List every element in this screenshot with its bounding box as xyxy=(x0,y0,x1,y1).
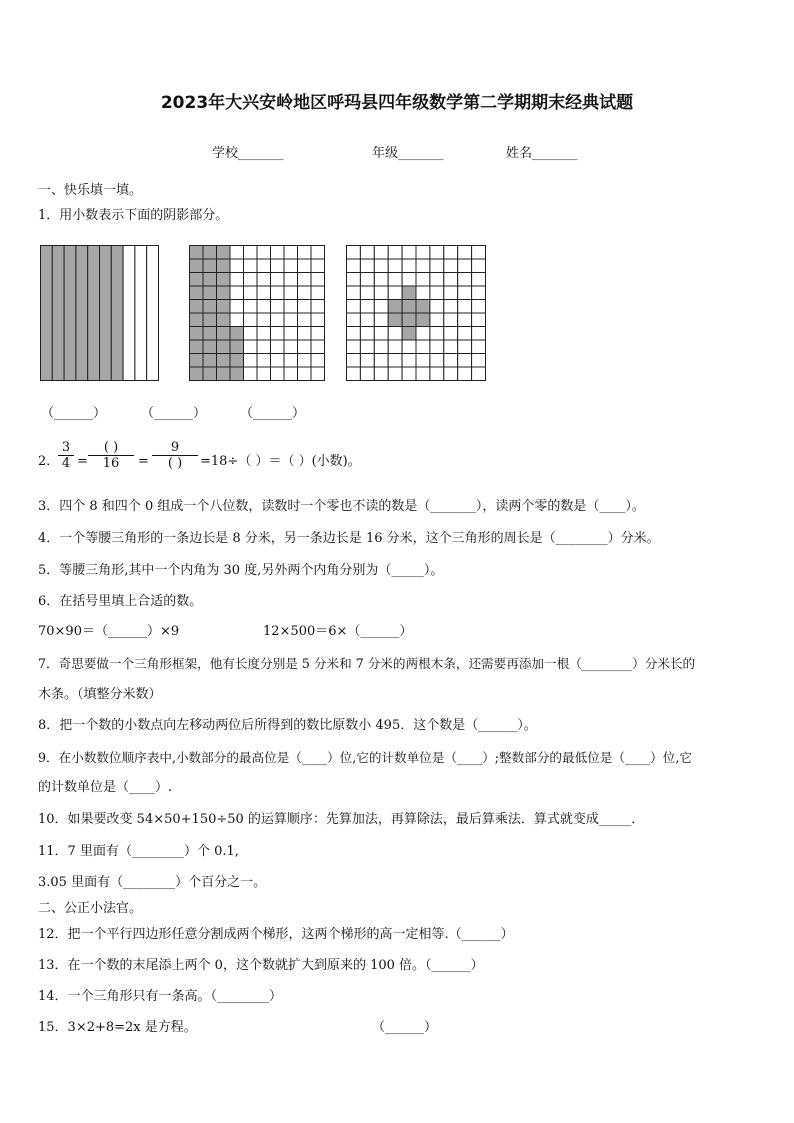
question-3: 3．四个 8 和四个 0 组成一个八位数，读数时一个零也不读的数是（_______），读两个零的数是（____）。 xyxy=(38,499,645,514)
question-9-line1: 9．在小数数位顺序表中,小数部分的最高位是（____）位,它的计数单位是（____）;整数部分的最低位是（____）位,它 xyxy=(38,750,692,765)
grid-cell xyxy=(416,259,430,273)
grid-cell xyxy=(230,259,244,273)
grid-cell xyxy=(444,246,458,260)
grid-cell xyxy=(190,286,204,300)
grid-cell xyxy=(458,273,472,287)
question-1: 1．用小数表示下面的阴影部分。 xyxy=(38,208,229,223)
fraction-3-4: $\frac{3}{4}$ xyxy=(58,440,74,471)
grid-cell xyxy=(416,273,430,287)
grid-cell xyxy=(311,273,325,287)
grid-cell xyxy=(311,354,325,368)
grid-cell xyxy=(244,286,258,300)
strip-cell xyxy=(52,246,64,381)
grid-cell xyxy=(190,259,204,273)
grid-cell xyxy=(388,313,402,327)
grid-cell xyxy=(430,313,444,327)
grid-cell xyxy=(217,259,231,273)
question-2-tail: =18÷（ ）＝（ ）(小数)。 xyxy=(200,454,361,469)
grid-cell xyxy=(430,367,444,381)
question-2-number: 2． xyxy=(38,454,60,469)
grid-cell xyxy=(311,327,325,341)
grid-cell xyxy=(402,246,416,260)
grid-cell xyxy=(203,273,217,287)
grid-cell xyxy=(430,246,444,260)
grid-cell xyxy=(284,286,298,300)
grid-cell xyxy=(430,354,444,368)
grid-cell xyxy=(444,313,458,327)
grid-cell xyxy=(458,327,472,341)
grid-cell xyxy=(257,367,271,381)
strip-cell xyxy=(111,246,123,381)
grid-cell xyxy=(257,259,271,273)
grid-cell xyxy=(298,340,312,354)
grid-cell xyxy=(360,300,374,314)
grid-cell xyxy=(217,300,231,314)
answer-blank-3[interactable]: （______） xyxy=(240,406,306,421)
question-6a: 70×90＝（______）×9 xyxy=(38,624,180,639)
grid-cell xyxy=(311,286,325,300)
grid-cell xyxy=(203,246,217,260)
strip-cell xyxy=(88,246,100,381)
grid-cell xyxy=(374,340,388,354)
grid-cell xyxy=(374,327,388,341)
school-field[interactable]: 学校_______ xyxy=(212,146,284,161)
grid-cell xyxy=(472,367,486,381)
grid-cell xyxy=(244,246,258,260)
grid-cell xyxy=(217,340,231,354)
question-14: 14．一个三角形只有一条高。（________） xyxy=(38,989,283,1004)
grid-cell xyxy=(298,367,312,381)
grid-cell xyxy=(217,354,231,368)
section-heading-2: 二、公正小法官。 xyxy=(38,901,143,916)
grid-cell xyxy=(444,367,458,381)
grid-cell xyxy=(347,327,361,341)
grid-cell xyxy=(217,367,231,381)
grid-cell xyxy=(374,259,388,273)
page-title: 2023年大兴安岭地区呼玛县四年级数学第二学期期末经典试题 xyxy=(160,93,634,113)
grid-cell xyxy=(298,300,312,314)
fraction-blank-16: ( ) 16 xyxy=(88,440,134,471)
question-8: 8．把一个数的小数点向左移动两位后所得到的数比原数小 495．这个数是（______）。 xyxy=(38,718,537,733)
grid-cell xyxy=(444,340,458,354)
grid-cell xyxy=(230,246,244,260)
grid-cell xyxy=(458,246,472,260)
grid-cell xyxy=(360,259,374,273)
grid-cell xyxy=(472,340,486,354)
grid-cell xyxy=(430,286,444,300)
grid-cell xyxy=(374,367,388,381)
grid-cell xyxy=(402,313,416,327)
grid-cell xyxy=(271,367,285,381)
section-heading-1: 一、快乐填一填。 xyxy=(38,183,143,198)
grid-cell xyxy=(311,246,325,260)
grid-cell xyxy=(311,313,325,327)
grid-cell xyxy=(402,340,416,354)
grid-cell xyxy=(430,300,444,314)
grid-cell xyxy=(271,273,285,287)
grid-cell xyxy=(444,259,458,273)
question-11-line1: 11．7 里面有（________）个 0.1, xyxy=(38,844,239,859)
grid-cell xyxy=(472,300,486,314)
name-field[interactable]: 姓名_______ xyxy=(506,146,578,161)
grid-cell xyxy=(360,367,374,381)
grid-cell xyxy=(360,313,374,327)
grid-cell xyxy=(217,286,231,300)
grid-cell xyxy=(388,327,402,341)
grid-cell xyxy=(298,246,312,260)
answer-blank-2[interactable]: （______） xyxy=(141,406,207,421)
grid-cell xyxy=(230,273,244,287)
grid-cell xyxy=(203,259,217,273)
grid-cell xyxy=(347,354,361,368)
grid-cell xyxy=(217,313,231,327)
grid-cell xyxy=(244,340,258,354)
grid-cell xyxy=(416,367,430,381)
grid-cell xyxy=(311,340,325,354)
grid-cell xyxy=(284,246,298,260)
grid-cell xyxy=(374,354,388,368)
strip-cell xyxy=(76,246,88,381)
grid-cell xyxy=(284,367,298,381)
grid-cell xyxy=(271,313,285,327)
grid-cell xyxy=(298,354,312,368)
grid-cell xyxy=(430,273,444,287)
grid-cell xyxy=(458,300,472,314)
grid-cell xyxy=(402,354,416,368)
grid-cell xyxy=(257,300,271,314)
grid-cell xyxy=(388,286,402,300)
grid-cell xyxy=(360,286,374,300)
grid-cell xyxy=(402,259,416,273)
strip-cell xyxy=(64,246,76,381)
grid-cell xyxy=(458,259,472,273)
question-12: 12．把一个平行四边形任意分割成两个梯形，这两个梯形的高一定相等.（______） xyxy=(38,927,514,942)
grid-cell xyxy=(257,273,271,287)
grid-cell xyxy=(217,246,231,260)
grid-cell xyxy=(360,246,374,260)
grid-cell xyxy=(416,354,430,368)
grid-cell xyxy=(416,327,430,341)
grid-cell xyxy=(374,286,388,300)
grid-cell xyxy=(244,300,258,314)
grid-cell xyxy=(472,327,486,341)
grid-cell xyxy=(472,273,486,287)
grid-cell xyxy=(284,259,298,273)
grid-cell xyxy=(230,313,244,327)
grid-cell xyxy=(388,273,402,287)
grid-cell xyxy=(388,259,402,273)
grid-cell xyxy=(271,259,285,273)
grid-cell xyxy=(217,327,231,341)
question-13: 13．在一个数的末尾添上两个 0，这个数就扩大到原来的 100 倍。（______） xyxy=(38,958,484,973)
grid-cell xyxy=(190,367,204,381)
question-4: 4．一个等腰三角形的一条边长是 8 分米，另一条边长是 16 分米，这个三角形的周长是（________）分米。 xyxy=(38,531,660,546)
question-6: 6．在括号里填上合适的数。 xyxy=(38,594,203,609)
grid-cell xyxy=(472,354,486,368)
grid-cell xyxy=(284,273,298,287)
grid-cell xyxy=(472,259,486,273)
figure-grid-2 xyxy=(189,245,326,382)
grid-cell xyxy=(360,327,374,341)
grid-cell xyxy=(416,300,430,314)
grade-field[interactable]: 年级_______ xyxy=(372,146,444,161)
grid-cell xyxy=(203,313,217,327)
strip-cell xyxy=(123,246,135,381)
question-10: 10．如果要改变 54×50+150÷50 的运算顺序：先算加法，再算除法，最后算乘法．算式就变成_____． xyxy=(38,812,645,827)
grid-cell xyxy=(190,354,204,368)
grid-cell xyxy=(311,259,325,273)
grid-cell xyxy=(347,273,361,287)
grid-cell xyxy=(311,300,325,314)
grid-cell xyxy=(458,340,472,354)
grid-cell xyxy=(416,313,430,327)
grid-cell xyxy=(244,367,258,381)
grid-cell xyxy=(271,286,285,300)
grid-cell xyxy=(257,354,271,368)
grid-cell xyxy=(284,354,298,368)
grid-cell xyxy=(388,354,402,368)
grid-cell xyxy=(347,313,361,327)
grid-cell xyxy=(190,340,204,354)
grid-cell xyxy=(347,340,361,354)
grid-cell xyxy=(458,286,472,300)
grid-cell xyxy=(203,327,217,341)
grid-cell xyxy=(360,340,374,354)
grid-cell xyxy=(388,367,402,381)
question-7-line2: 木条。（填整分米数） xyxy=(38,687,162,702)
grid-cell xyxy=(416,286,430,300)
grid-cell xyxy=(284,313,298,327)
grid-cell xyxy=(374,313,388,327)
grid-cell xyxy=(257,327,271,341)
grid-cell xyxy=(298,286,312,300)
grid-cell xyxy=(190,327,204,341)
grid-cell xyxy=(360,273,374,287)
grid-cell xyxy=(402,367,416,381)
strip-cell xyxy=(100,246,112,381)
grid-cell xyxy=(458,313,472,327)
grid-cell xyxy=(271,300,285,314)
grid-cell xyxy=(347,300,361,314)
grid-cell xyxy=(402,327,416,341)
grid-cell xyxy=(244,273,258,287)
grid-cell xyxy=(190,246,204,260)
grid-cell xyxy=(230,340,244,354)
grid-cell xyxy=(257,246,271,260)
grid-cell xyxy=(388,300,402,314)
strip-cell xyxy=(41,246,53,381)
grid-cell xyxy=(416,246,430,260)
grid-cell xyxy=(472,313,486,327)
grid-cell xyxy=(190,300,204,314)
answer-blank-1[interactable]: （______） xyxy=(41,406,107,421)
strip-cell xyxy=(147,246,159,381)
grid-cell xyxy=(203,354,217,368)
grid-cell xyxy=(311,367,325,381)
grid-cell xyxy=(203,300,217,314)
grid-cell xyxy=(284,327,298,341)
grid-cell xyxy=(271,354,285,368)
grid-cell xyxy=(230,300,244,314)
question-6b: 12×500＝6×（______） xyxy=(263,624,413,639)
grid-cell xyxy=(458,367,472,381)
grid-cell xyxy=(444,327,458,341)
grid-cell xyxy=(257,340,271,354)
grid-cell xyxy=(430,340,444,354)
grid-cell xyxy=(347,246,361,260)
grid-cell xyxy=(416,340,430,354)
question-11-line2: 3.05 里面有（________）个百分之一。 xyxy=(38,875,267,890)
grid-cell xyxy=(217,273,231,287)
grid-cell xyxy=(230,354,244,368)
figure-grid-3 xyxy=(346,245,487,382)
grid-cell xyxy=(203,286,217,300)
grid-cell xyxy=(347,286,361,300)
grid-cell xyxy=(374,300,388,314)
grid-cell xyxy=(244,327,258,341)
grid-cell xyxy=(284,300,298,314)
grid-cell xyxy=(374,246,388,260)
grid-cell xyxy=(444,300,458,314)
grid-cell xyxy=(444,286,458,300)
grid-cell xyxy=(244,259,258,273)
grid-cell xyxy=(203,367,217,381)
grid-cell xyxy=(271,327,285,341)
grid-cell xyxy=(472,286,486,300)
grid-cell xyxy=(347,367,361,381)
grid-cell xyxy=(444,354,458,368)
grid-cell xyxy=(271,340,285,354)
grid-cell xyxy=(402,286,416,300)
grid-cell xyxy=(360,354,374,368)
grid-cell xyxy=(402,273,416,287)
grid-cell xyxy=(458,354,472,368)
strip-cell xyxy=(135,246,147,381)
grid-cell xyxy=(257,313,271,327)
grid-cell xyxy=(298,313,312,327)
grid-cell xyxy=(244,354,258,368)
grid-cell xyxy=(190,273,204,287)
grid-cell xyxy=(347,259,361,273)
grid-cell xyxy=(257,286,271,300)
grid-cell xyxy=(230,286,244,300)
question-15-answer[interactable]: （______） xyxy=(372,1020,438,1035)
question-7-line1: 7．奇思要做一个三角形框架，他有长度分别是 5 分米和 7 分米的两根木条，还需要再添加一根（________）分米长的 xyxy=(38,656,696,671)
grid-cell xyxy=(402,300,416,314)
question-15: 15．3×2+8=2x 是方程。 xyxy=(38,1020,197,1035)
grid-cell xyxy=(298,259,312,273)
grid-cell xyxy=(244,313,258,327)
grid-cell xyxy=(298,273,312,287)
grid-cell xyxy=(203,340,217,354)
grid-cell xyxy=(298,327,312,341)
grid-cell xyxy=(374,273,388,287)
grid-cell xyxy=(230,367,244,381)
grid-cell xyxy=(430,259,444,273)
question-9-line2: 的计数单位是（____）. xyxy=(38,780,173,795)
grid-cell xyxy=(271,246,285,260)
grid-cell xyxy=(472,246,486,260)
grid-cell xyxy=(430,327,444,341)
figure-strips xyxy=(40,245,160,382)
grid-cell xyxy=(388,246,402,260)
grid-cell xyxy=(230,327,244,341)
fraction-9-blank: 9 ( ) xyxy=(152,440,198,471)
grid-cell xyxy=(284,340,298,354)
question-5: 5．等腰三角形,其中一个内角为 30 度,另外两个内角分别为（_____）。 xyxy=(38,563,444,578)
grid-cell xyxy=(388,340,402,354)
grid-cell xyxy=(444,273,458,287)
grid-cell xyxy=(190,313,204,327)
